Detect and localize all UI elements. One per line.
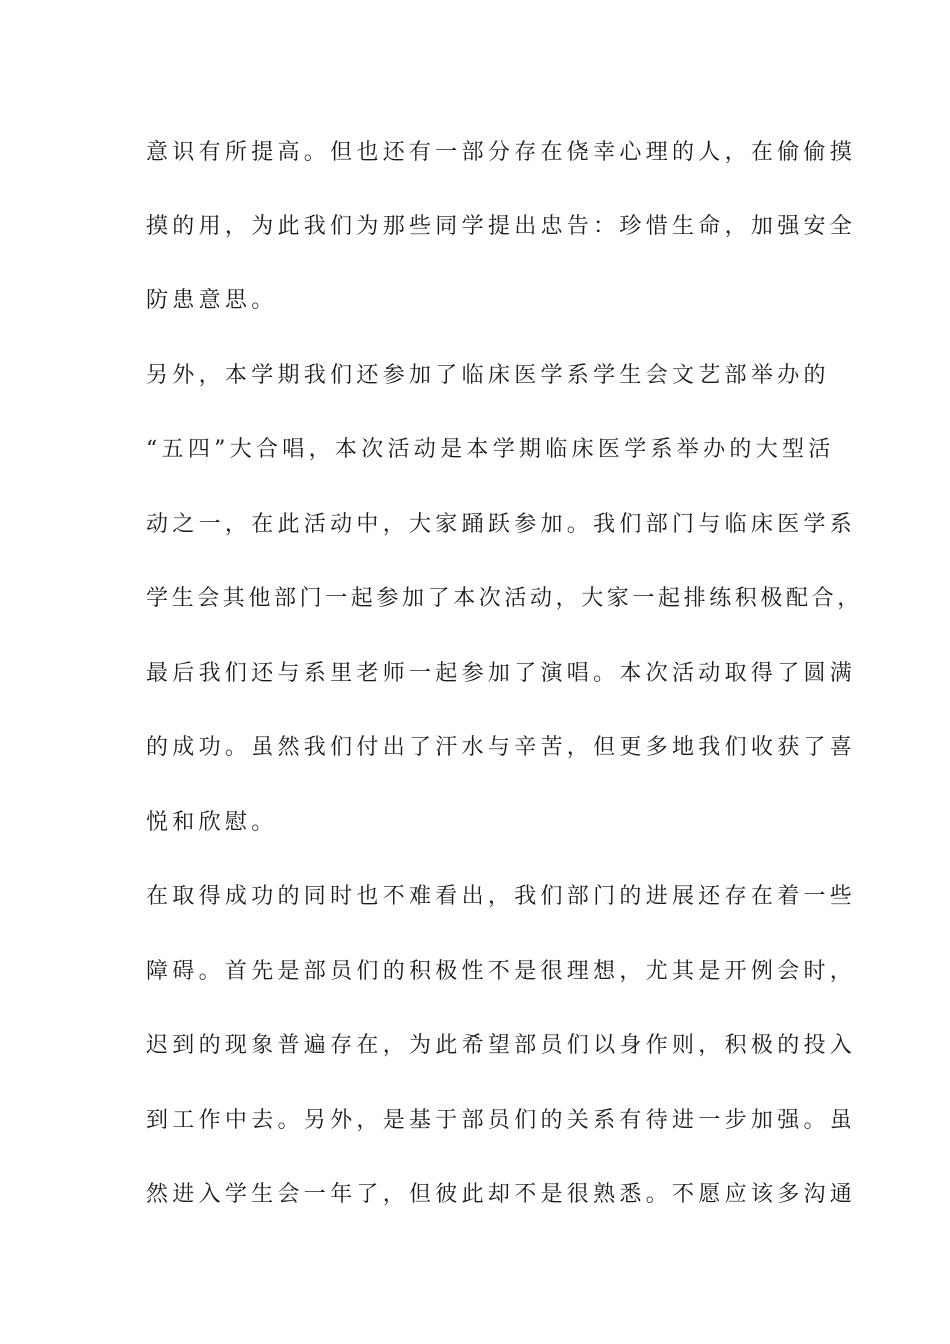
text-line: 迟到的现象普遍存在，为此希望部员们以身作则，积极的投入 [146, 1033, 857, 1058]
text-line: 摸的用，为此我们为那些同学提出忠告：珍惜生命，加强安全 [146, 214, 857, 239]
text-line: 意识有所提高。但也还有一部分存在侥幸心理的人，在偷偷摸 [146, 140, 857, 165]
text-line: “五四”大合唱，本次活动是本学期临床医学系举办的大型活 [146, 437, 835, 462]
text-line: 学生会其他部门一起参加了本次活动，大家一起排练积极配合， [146, 586, 863, 611]
text-line: 障碍。首先是部员们的积极性不是很理想，尤其是开例会时， [146, 959, 857, 984]
text-line: 在取得成功的同时也不难看出，我们部门的进展还存在着一些 [146, 884, 857, 909]
text-line: 动之一，在此活动中，大家踊跃参加。我们部门与临床医学系 [146, 512, 857, 537]
text-line: 到工作中去。另外，是基于部员们的关系有待进一步加强。虽 [146, 1108, 857, 1133]
text-line: 的成功。虽然我们付出了汗水与辛苦，但更多地我们收获了喜 [146, 735, 857, 760]
text-line: 另外，本学期我们还参加了临床医学系学生会文艺部举办的 [146, 363, 830, 388]
text-line: 悦和欣慰。 [146, 810, 278, 835]
text-line: 防患意思。 [146, 288, 278, 313]
text-line: 最后我们还与系里老师一起参加了演唱。本次活动取得了圆满 [146, 661, 857, 686]
text-line: 然进入学生会一年了，但彼此却不是很熟悉。不愿应该多沟通 [146, 1182, 857, 1207]
